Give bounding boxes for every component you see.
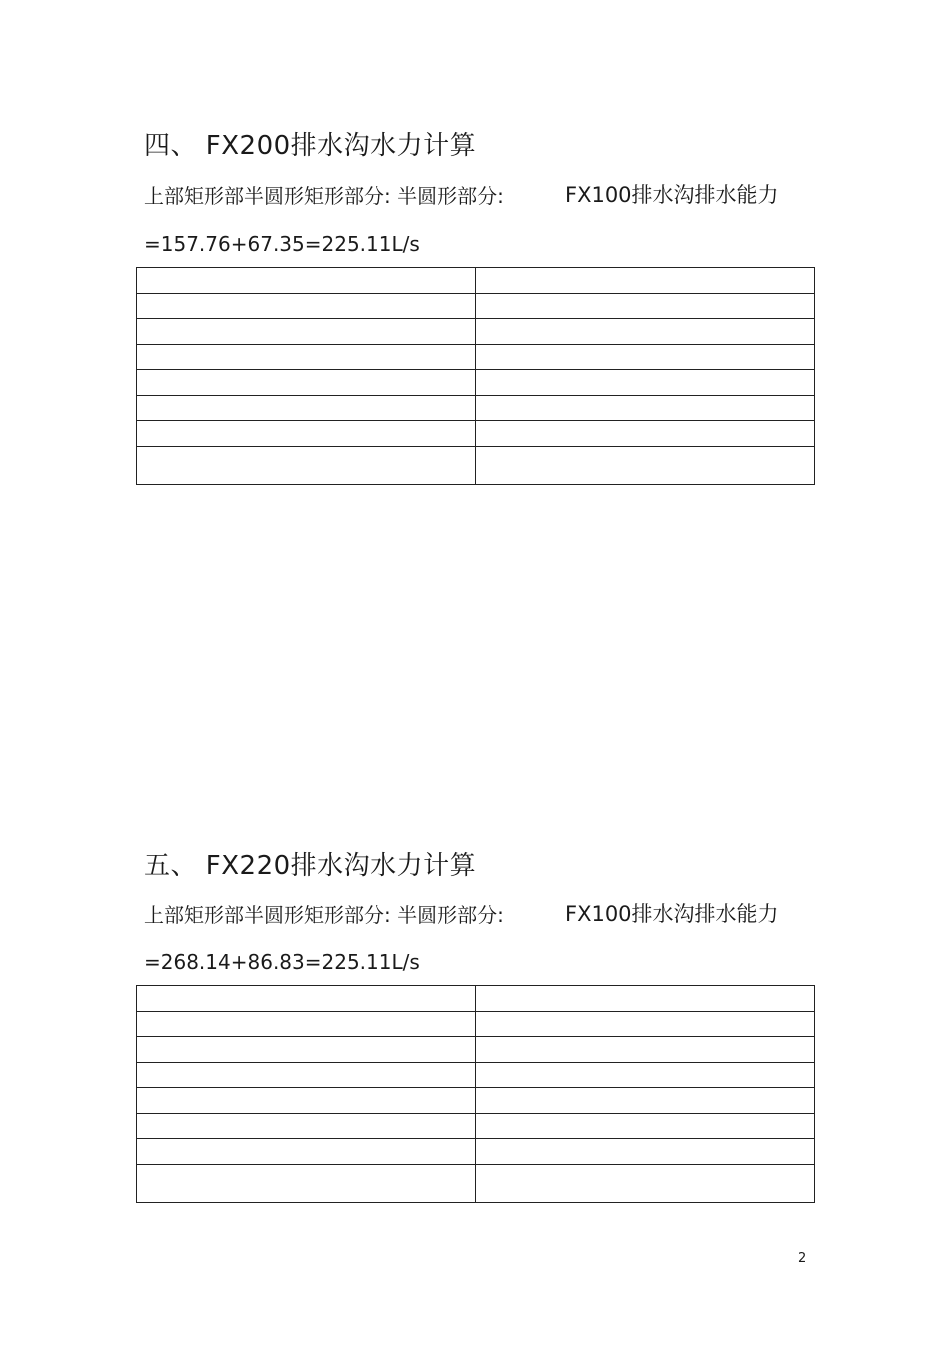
table-row xyxy=(137,421,815,447)
table-row xyxy=(137,1164,815,1202)
table-cell xyxy=(476,293,815,319)
table-row xyxy=(137,370,815,396)
table-cell xyxy=(137,1164,476,1202)
section-capacity-label: FX100排水沟排水能力 xyxy=(565,902,779,926)
table-row xyxy=(137,1088,815,1114)
table-cell xyxy=(137,395,476,421)
section-heading: 四、 FX200排水沟水力计算 xyxy=(144,131,477,161)
table-cell xyxy=(137,421,476,447)
table-cell xyxy=(476,1113,815,1139)
calculation-table xyxy=(136,985,815,1203)
table-row xyxy=(137,986,815,1012)
table-row xyxy=(137,1139,815,1165)
table-cell xyxy=(137,370,476,396)
table-cell xyxy=(476,1037,815,1063)
table-row xyxy=(137,319,815,345)
table-row xyxy=(137,344,815,370)
section-capacity-label: FX100排水沟排水能力 xyxy=(565,183,779,207)
section-heading: 五、 FX220排水沟水力计算 xyxy=(144,851,477,881)
table-cell xyxy=(137,1113,476,1139)
table-cell xyxy=(137,1037,476,1063)
table-cell xyxy=(476,421,815,447)
table-row xyxy=(137,293,815,319)
table-cell xyxy=(476,268,815,294)
section-formula: =268.14+86.83=225.11L/s xyxy=(144,950,420,974)
table-cell xyxy=(476,370,815,396)
page-number: 2 xyxy=(798,1251,807,1266)
table-cell xyxy=(137,1011,476,1037)
table-cell xyxy=(476,395,815,421)
table-cell xyxy=(137,293,476,319)
table-row xyxy=(137,268,815,294)
calculation-table xyxy=(136,267,815,485)
table-cell xyxy=(137,1062,476,1088)
table-row xyxy=(137,446,815,484)
table-cell xyxy=(476,1164,815,1202)
table-cell xyxy=(137,268,476,294)
table-row xyxy=(137,1037,815,1063)
section-subline: 上部矩形部半圆形矩形部分: 半圆形部分: xyxy=(144,903,504,927)
table-cell xyxy=(137,319,476,345)
table-row xyxy=(137,1113,815,1139)
table-cell xyxy=(476,1139,815,1165)
table-row xyxy=(137,1062,815,1088)
table-cell xyxy=(137,1088,476,1114)
table-cell xyxy=(476,446,815,484)
table-cell xyxy=(476,1011,815,1037)
section-formula: =157.76+67.35=225.11L/s xyxy=(144,232,420,256)
table-cell xyxy=(476,319,815,345)
table-cell xyxy=(137,446,476,484)
table-cell xyxy=(476,1088,815,1114)
table-cell xyxy=(476,344,815,370)
table-cell xyxy=(137,1139,476,1165)
table-cell xyxy=(476,986,815,1012)
table-cell xyxy=(137,344,476,370)
section-subline: 上部矩形部半圆形矩形部分: 半圆形部分: xyxy=(144,184,504,208)
table-row xyxy=(137,395,815,421)
table-row xyxy=(137,1011,815,1037)
table-cell xyxy=(137,986,476,1012)
table-cell xyxy=(476,1062,815,1088)
